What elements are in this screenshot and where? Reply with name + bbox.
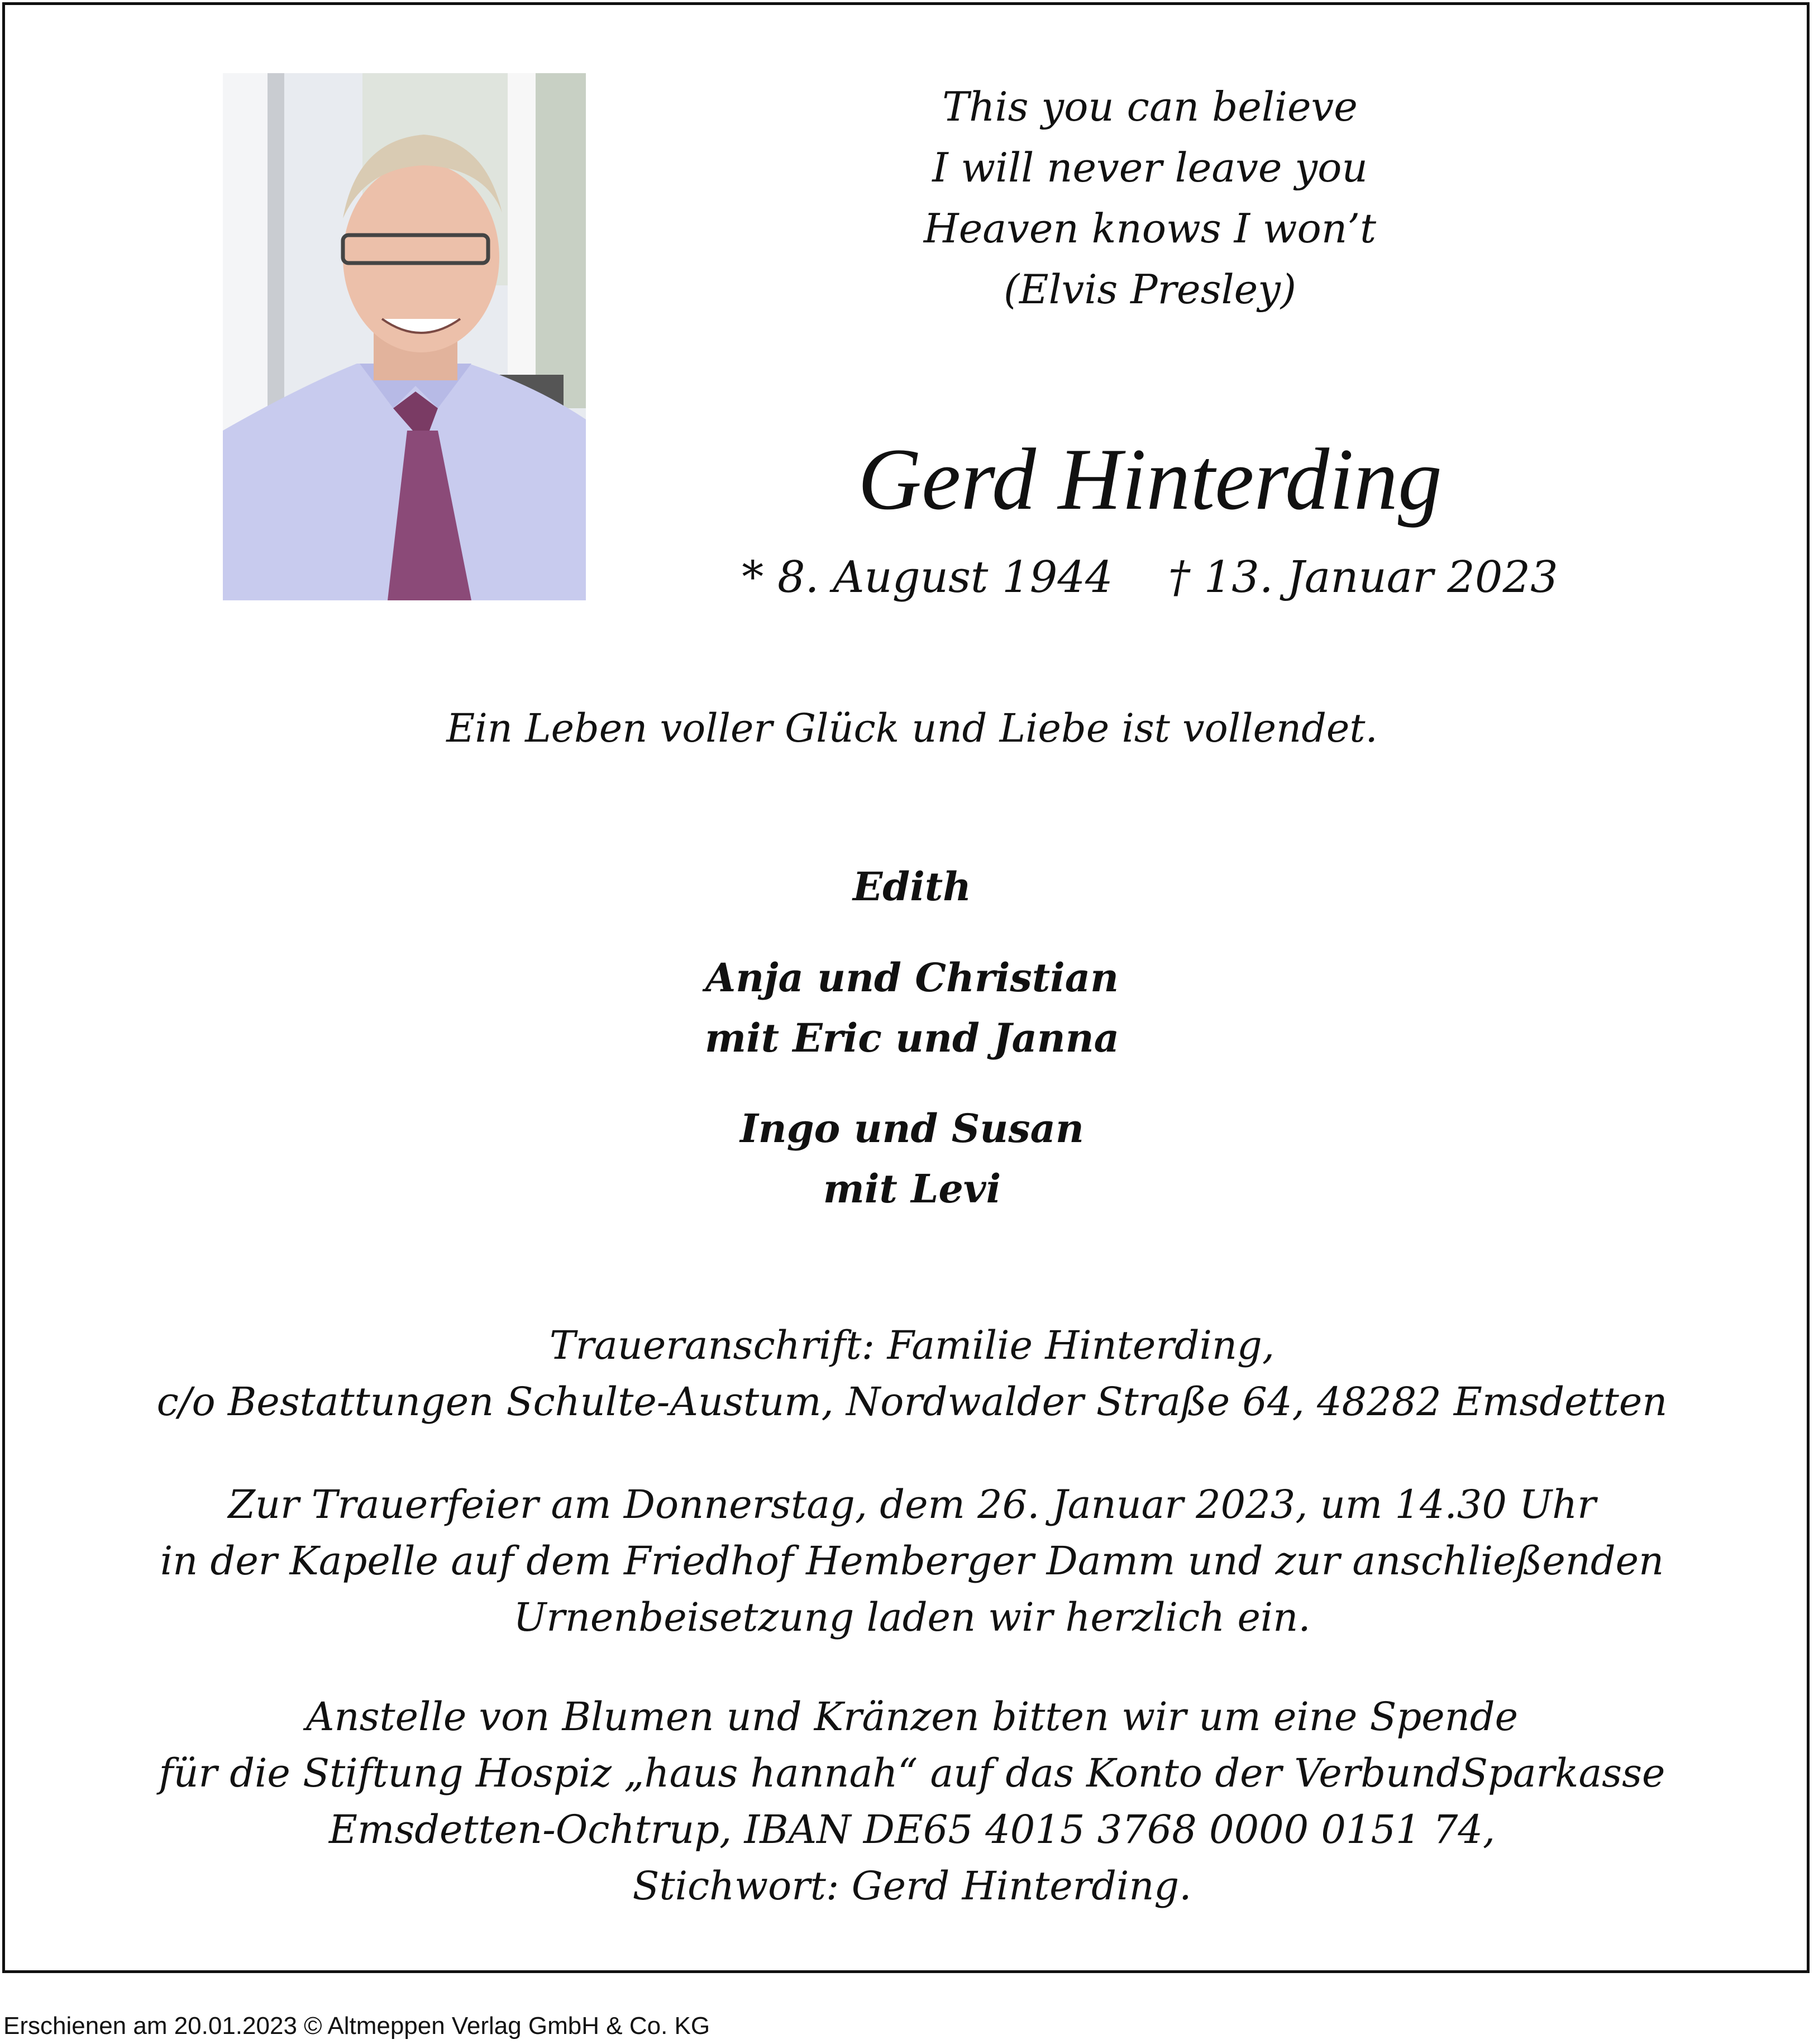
- quote-block: [703, 77, 1597, 320]
- mourning-address: [46, 1317, 1778, 1430]
- quote-line: I will never leave you: [932, 144, 1368, 191]
- tagline: Ein Leben voller Glück und Liebe ist vollendet.: [446, 705, 1378, 751]
- ceremony-info: [46, 1477, 1778, 1646]
- family-name-line: Ingo und Susan: [740, 1105, 1084, 1152]
- family-group: [354, 1099, 1471, 1219]
- address-line: c/o Bestattungen Schulte-Austum, Nordwalder Straße 64, 48282 Emsdetten: [156, 1379, 1668, 1425]
- life-dates: * 8. August 1944 † 13. Januar 2023: [742, 552, 1558, 603]
- portrait-photo: [223, 73, 586, 600]
- family-name-line: Anja und Christian: [705, 954, 1119, 1001]
- donation-info: [46, 1689, 1778, 1914]
- donation-line: Stichwort: Gerd Hinterding.: [632, 1863, 1192, 1909]
- deceased-name: Gerd Hinterding: [858, 431, 1442, 528]
- family-name-line: mit Eric und Janna: [705, 1015, 1119, 1061]
- donation-line: Anstelle von Blumen und Kränzen bitten wir um eine Spende: [305, 1694, 1519, 1740]
- family-name-line: mit Levi: [823, 1166, 1001, 1212]
- publication-footer: Erschienen am 20.01.2023 © Altmeppen Verlag GmbH & Co. KG: [3, 2012, 710, 2040]
- ceremony-line: Urnenbeisetzung laden wir herzlich ein.: [513, 1594, 1311, 1640]
- family-member: [354, 857, 1471, 917]
- ceremony-line: Zur Trauerfeier am Donnerstag, dem 26. Januar 2023, um 14.30 Uhr: [228, 1482, 1596, 1527]
- family-name-line: Edith: [852, 863, 972, 910]
- quote-line: This you can believe: [942, 83, 1358, 130]
- notice-frame: [2, 2, 1810, 1973]
- ceremony-line: in der Kapelle auf dem Friedhof Hemberger Damm und zur anschließenden: [160, 1538, 1664, 1584]
- family-group: [354, 948, 1471, 1068]
- quote-line: Heaven knows I won’t: [923, 205, 1377, 252]
- quote-attribution: (Elvis Presley): [1003, 266, 1297, 313]
- donation-line: Emsdetten-Ochtrup, IBAN DE65 4015 3768 0000 0151 74,: [328, 1807, 1496, 1852]
- address-line: Traueranschrift: Familie Hinterding,: [549, 1322, 1275, 1368]
- donation-line: für die Stiftung Hospiz „haus hannah“ auf das Konto der VerbundSparkasse: [159, 1750, 1665, 1796]
